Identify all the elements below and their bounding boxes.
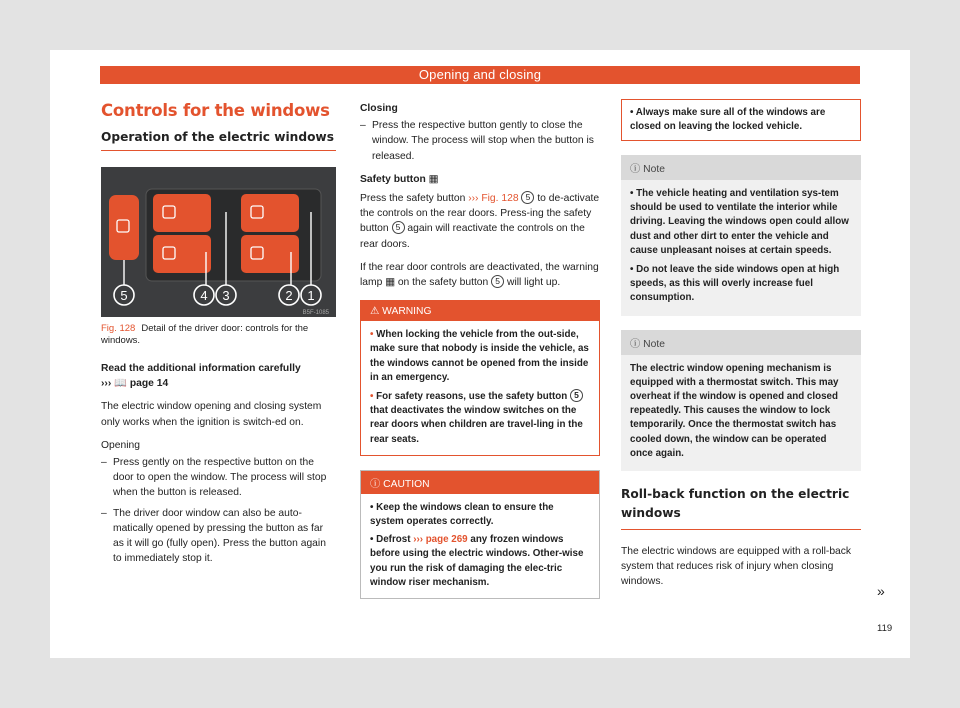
windows-closed-notice: • Always make sure all of the windows are closed on leaving the locked vehicle.	[621, 99, 861, 141]
column-right	[621, 99, 861, 598]
info-icon: ⓘ	[630, 164, 641, 175]
note-2-text: The electric window opening mechanism is equipped with a thermostat switch. This may overheat if the window is opened and closed repeatedly. This causes the window to lock temporarily. Once the thermostat switch has cooled down, the window can be operated once again.	[630, 362, 839, 459]
section-heading: Controls for the windows	[101, 101, 330, 120]
warning-item-1-text: When locking the vehicle from the out-side, make sure that nobody is inside the vehicle, as the windows cannot be opened from the inside in an emergency.	[370, 329, 589, 383]
warning-title: WARNING	[382, 306, 432, 318]
safety-p2-c: will light up.	[507, 277, 561, 289]
warning-lamp-icon: ▦	[385, 277, 395, 289]
read-more	[101, 361, 336, 391]
note-box-2	[621, 330, 861, 471]
safety-title: Safety button	[360, 173, 426, 185]
figure-number: Fig. 128	[101, 323, 136, 334]
intro-text: The electric window opening and closing system only works when the ignition is switch-ed on.	[101, 401, 322, 428]
safety-paragraph-1	[360, 191, 600, 252]
window-button-rl	[153, 194, 211, 232]
opening-item-1: – Press gently on the respective button on the door to open the window. The process will stop when the button is released.	[101, 455, 336, 501]
callout-5b: 5	[392, 221, 405, 234]
safety-p2-b: on the safety button	[397, 277, 489, 289]
callout-5: 5	[521, 191, 534, 204]
column-left	[101, 101, 336, 571]
windows-closed-text: Always make sure all of the windows are closed on leaving the locked vehicle.	[630, 107, 826, 132]
note-1-item-1-text: The vehicle heating and ventilation sys-tem should be used to ventilate the interior while driving. Leaving the windows open could allow dust and other dirt to enter the vehicle and cause unpleasant noises at certain speeds.	[630, 188, 849, 256]
book-icon: 📖	[114, 378, 127, 390]
caution-body	[361, 494, 599, 598]
window-button-fr	[241, 235, 299, 273]
warning-item-2: • For safety reasons, use the safety button 5 that deactivates the window switches on the rear doors when children are travel-ling in the rear seats.	[370, 390, 583, 445]
safety-p1-a: Press the safety button	[360, 193, 466, 205]
door-controls-figure	[101, 167, 336, 317]
closing-item: – Press the respective button gently to close the window. The process will stop when the button is released.	[360, 118, 600, 164]
safety-paragraph-2	[360, 260, 600, 290]
caution-box	[360, 470, 600, 599]
note-2-title: Note	[643, 338, 665, 350]
opening-title: Opening	[101, 439, 140, 451]
warning-item-2-text: For safety reasons, use the safety button	[376, 391, 568, 403]
opening-item-2: – The driver door window can also be auto-matically opened by pressing the button as far as it will go (fully open). Press the button again to immediately stop it.	[101, 506, 336, 567]
closing-title: Closing	[360, 103, 398, 114]
window-button-rr	[241, 194, 299, 232]
safety-p2-a: If the rear door controls are deactivated, the warning lamp	[360, 261, 599, 289]
subsection-heading: Operation of the electric windows	[101, 130, 336, 151]
page-number: 119	[877, 623, 893, 634]
safety-title-line	[360, 172, 600, 187]
figure-label-5: 5	[120, 288, 128, 303]
caution-item-2-b: any frozen windows before using the electric windows. Other-wise you run the risk of damaging the elec-tric window riser mechanism.	[370, 534, 584, 588]
info-icon-2: ⓘ	[630, 338, 641, 350]
warning-header	[361, 301, 599, 321]
figure-label-3: 3	[222, 288, 230, 303]
continue-mark: »	[877, 583, 885, 599]
figure-label-4: 4	[200, 288, 208, 303]
read-more-text: Read the additional information carefully	[101, 363, 301, 374]
note-1-item-2-text: Do not leave the side windows open at high speeds, as this will overly increase fuel consumption.	[630, 264, 840, 304]
read-more-arrows: ›››	[101, 378, 112, 390]
figure-label-1: 1	[307, 288, 315, 303]
warning-item-1: • When locking the vehicle from the out-side, make sure that nobody is inside the vehicle, as the windows cannot be opened from the inside in an emergency.	[370, 329, 589, 383]
note-1-body	[621, 180, 861, 316]
page-link[interactable]: ››› page 269	[413, 534, 468, 546]
window-lock-icon: ▦	[428, 173, 439, 185]
warning-callout-5: 5	[570, 389, 583, 402]
caution-header	[361, 471, 599, 494]
warning-item-2-rest: that deactivates the window switches on the rear doors when children are travel-ling in the rear seats.	[370, 405, 583, 445]
safety-p1-c: again will reactivate the controls on the rear doors.	[360, 223, 585, 250]
figure-code: B5F-1085	[302, 310, 329, 316]
fig-link[interactable]: ››› Fig. 128	[468, 193, 519, 205]
note-1-header	[621, 155, 861, 180]
caution-item-2-a: Defrost	[376, 534, 411, 546]
caption-text: Detail of the driver door: controls for the windows.	[101, 323, 309, 346]
note-1-item-2: • Do not leave the side windows open at high speeds, as this will overly increase fuel consumption.	[630, 264, 840, 304]
figure-caption	[101, 323, 336, 347]
safety-button-shape	[109, 195, 139, 260]
window-button-fl	[153, 235, 211, 273]
column-middle	[360, 101, 600, 613]
caution-icon: ⓘ	[370, 478, 381, 490]
rollback-heading: Roll-back function on the electric windows	[621, 485, 861, 530]
warning-body	[361, 321, 599, 455]
callout-5c: 5	[491, 275, 504, 288]
safety-p1-b: to de-activate the controls on the rear doors. Press-ing the safety button	[360, 193, 600, 235]
caution-item-1-text: Keep the windows clean to ensure the system operates correctly.	[370, 501, 554, 528]
caution-title: CAUTION	[383, 478, 430, 490]
note-1-item-1: • The vehicle heating and ventilation sys-tem should be used to ventilate the interior while driving. Leaving the windows open could allow dust and other dirt to enter the vehicle and cause unpleasant noises at certain speeds.	[630, 188, 849, 256]
door-controls-illustration	[101, 167, 336, 317]
rollback-text: The electric windows are equipped with a roll-back system that reduces risk of injury when closing windows.	[621, 546, 852, 588]
warning-box	[360, 300, 600, 456]
note-2-body	[621, 355, 861, 471]
page-header: Opening and closing	[100, 66, 860, 84]
note-box-1	[621, 155, 861, 316]
warning-triangle-icon: ⚠	[370, 306, 380, 318]
note-1-title: Note	[643, 164, 665, 175]
read-more-page[interactable]: page 14	[129, 378, 169, 390]
caution-item-1: • Keep the windows clean to ensure the system operates correctly.	[370, 501, 554, 528]
note-2-header	[621, 330, 861, 355]
caution-item-2: • Defrost ››› page 269 any frozen windows before using the electric windows. Other-wise you run the risk of damaging the elec-tric window riser mechanism.	[370, 534, 584, 588]
figure-label-2: 2	[285, 288, 293, 303]
